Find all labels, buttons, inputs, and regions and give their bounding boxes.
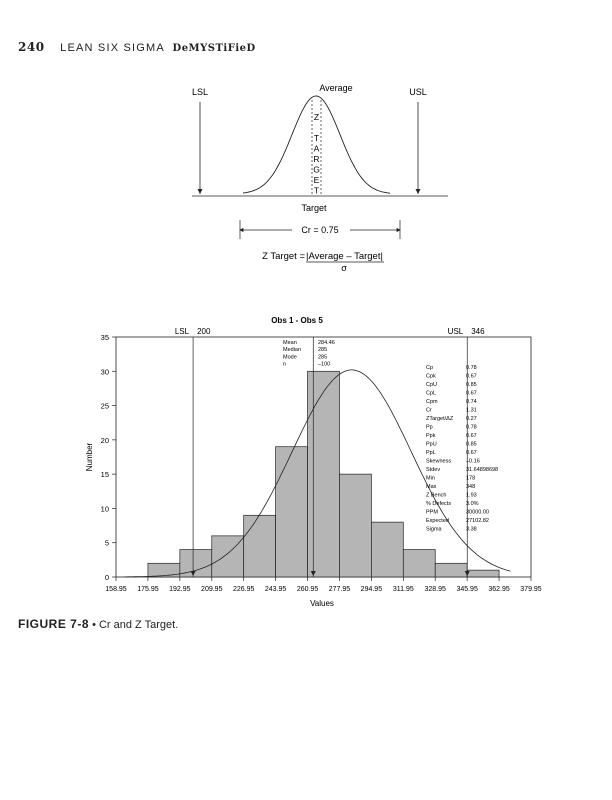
histogram-bar [339,474,371,577]
histogram-bar [371,522,403,577]
z-target-letter: A [313,143,320,154]
y-axis-label: Number [85,442,94,472]
capability-stat-label: CpU [426,382,438,388]
y-axis [101,333,116,582]
capability-stat-label: Stdev [426,467,441,473]
capability-stat-label: PpU [426,441,437,448]
capability-stat-label: Cpk [426,373,436,380]
capability-stat-label: Min [426,475,435,482]
z-target-letters [313,112,320,196]
capability-stat-value: 31.64898698 [466,467,499,473]
z-target-letter: T [313,133,320,143]
x-tick-label: 294.95 [360,586,383,593]
x-tick-label: 175.95 [137,586,159,593]
spec-line-value: 346 [471,327,485,336]
average-label: Average [319,83,353,93]
x-axis-label: Values [310,599,334,608]
z-target-letter: T [313,185,320,196]
capability-stat-label: PpL [426,450,436,456]
z-target-letter: R [313,154,320,164]
capability-stat-value: 178 [466,475,476,482]
histogram-chart [0,305,612,610]
capability-stat-value: 0.85 [466,441,477,448]
x-tick-label: 243.95 [264,586,287,593]
histogram-bar [403,550,435,577]
book-title: LEAN SIX SIGMA [60,42,165,54]
x-tick-label: 277.95 [328,586,351,593]
histogram-bars [148,371,499,577]
x-tick-label: 345.95 [456,586,478,593]
capability-stat-label: CpL [426,390,437,397]
capability-stat-label: PPM [426,509,438,516]
target-label: Target [301,203,327,213]
center-stat-value: 285 [318,354,328,361]
formula-denominator: σ [341,263,347,273]
capability-stat-label: Skewness [426,458,452,465]
capability-stat-value: 0.27 [466,416,477,422]
capability-stat-value: 30000.00 [466,509,489,516]
x-tick-label: 192.95 [169,586,191,593]
capability-stat-value: 0.67 [466,450,477,456]
cr-label: Cr = 0.75 [301,225,339,235]
running-header [18,40,256,54]
capability-stat-value: 0.78 [466,424,477,431]
book-subtitle: DeMYSTiFieD [172,43,256,54]
y-tick-label: 30 [100,367,109,377]
y-tick-label: 5 [104,538,109,548]
z-target-letter: G [313,164,320,175]
spec-line-value: 200 [197,327,211,336]
figure-caption [18,617,178,631]
capability-stat-label: Z Bench [426,492,447,499]
capability-stat-value: 1.31 [466,407,477,414]
lsl-label: LSL [191,87,209,97]
z-target-letter: E [313,175,320,185]
capability-stat-value: –0.16 [466,458,480,465]
z-target-letter: Z [313,112,320,122]
formula-left: Z Target = [262,251,305,262]
x-tick-label: 158.95 [105,586,127,593]
capability-stat-value: 27102.82 [466,518,489,524]
center-stat-label: n [283,361,287,368]
x-tick-label: 379.95 [520,586,542,593]
capability-stat-value: 0.67 [466,373,477,380]
center-stat-value: 284.46 [318,340,335,346]
center-stat-label: Mode [283,354,297,361]
histogram-bar [244,515,276,577]
x-tick-label: 226.95 [232,586,255,593]
capability-stat-label: Expected [426,518,449,524]
capability-stats-table [426,365,498,533]
histogram-bar [212,536,244,577]
capability-stat-value: 1.93 [466,492,477,499]
x-tick-label: 362.95 [488,586,510,593]
x-axis [105,577,542,593]
histogram-bar [148,563,180,577]
x-tick-label: 328.95 [424,586,446,593]
center-stat-label: Median [283,347,302,354]
capability-stat-label: Cr [426,407,432,414]
usl-label: USL [409,87,427,97]
caption-text: Cr and Z Target. [98,619,179,631]
capability-stat-label: Sigma [426,526,442,533]
caption-separator: • [89,619,99,631]
capability-stat-label: Pp [426,424,433,431]
spec-line-label: LSL [174,327,190,336]
histogram-bar [276,447,308,577]
capability-stat-value: 0.67 [466,433,477,439]
y-tick-label: 25 [100,401,109,411]
formula-numerator: |Average – Target| [306,251,383,262]
histogram-bar [467,570,499,577]
figure-label: FIGURE 7-8 [18,617,90,631]
y-tick-label: 10 [100,504,109,514]
lsl-arrowhead [198,189,203,194]
center-stat-label: Mean [283,340,297,346]
capability-stat-value: 0.67 [466,390,477,397]
capability-stat-label: Max [426,484,437,490]
x-tick-label: 209.95 [201,586,223,593]
capability-stat-value: 0.85 [466,382,477,388]
capability-stat-value: 3.0% [466,501,479,507]
capability-stat-label: Cp [426,365,434,371]
capability-stat-value: 348 [466,484,476,490]
y-tick-label: 15 [100,470,109,480]
center-stats-table [283,340,335,368]
capability-stat-label: % Defects [426,501,452,507]
y-tick-label: 0 [104,573,109,582]
page-number: 240 [18,40,45,54]
capability-stat-label: Ppk [426,433,436,439]
capability-stat-value: 0.78 [466,365,477,371]
capability-stat-label: Cpm [426,399,438,405]
capability-stat-label: ZTarget/ΔZ [426,416,454,422]
capability-stat-value: 0.74 [466,399,477,405]
chart-title: Obs 1 - Obs 5 [271,316,323,325]
center-stat-value: 285 [318,347,328,354]
y-tick-label: 20 [100,435,109,445]
usl-arrowhead [416,189,421,194]
histogram-bar [308,371,340,577]
z-target-diagram [0,70,612,295]
spec-line-label: USL [447,327,464,336]
center-stat-value: –100 [318,361,331,368]
capability-stat-value: 3.38 [466,526,477,533]
histogram-bar [435,563,467,577]
x-tick-label: 260.95 [296,586,319,593]
y-tick-label: 35 [100,333,109,342]
x-tick-label: 311.95 [392,586,414,593]
